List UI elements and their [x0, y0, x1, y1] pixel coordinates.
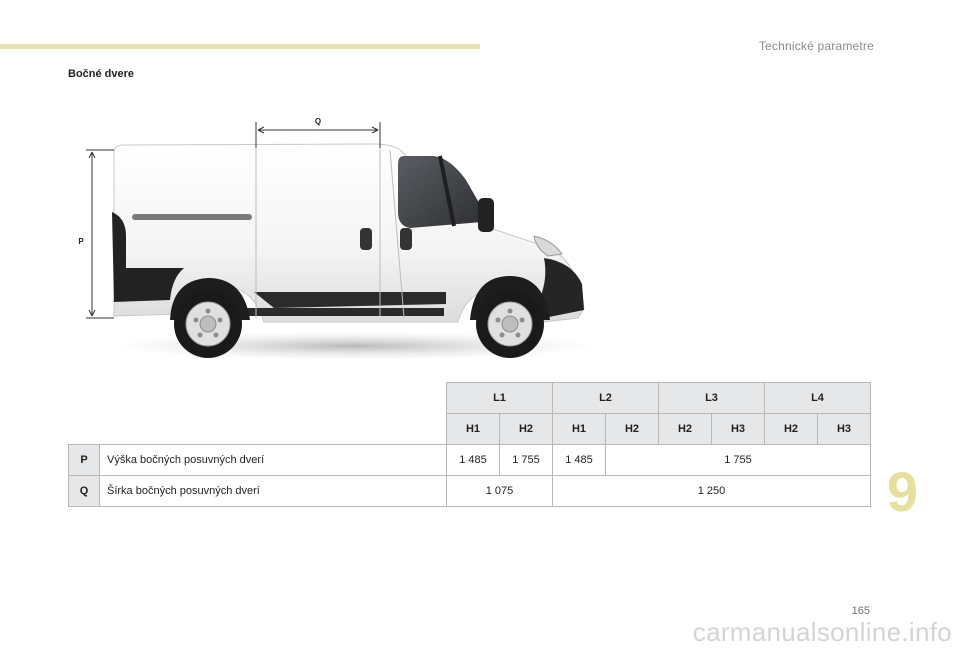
chapter-number: 9	[886, 460, 918, 523]
row-description: Výška bočných posuvných dverí	[100, 445, 447, 476]
watermark: carmanualsonline.info	[692, 617, 952, 647]
dimension-q-label: Q	[314, 117, 322, 126]
length-header-l2: L2	[553, 383, 659, 414]
height-header: H1	[553, 414, 606, 445]
sliding-door-rail	[132, 214, 252, 220]
empty-header-cell	[69, 414, 447, 445]
height-header: H2	[765, 414, 818, 445]
height-header: H2	[606, 414, 659, 445]
length-header-row	[69, 383, 871, 414]
row-value: 1 485	[553, 445, 606, 476]
height-header-row	[69, 414, 871, 445]
row-value: 1 250	[553, 476, 871, 507]
rear-wheel	[174, 290, 242, 358]
length-header-l3: L3	[659, 383, 765, 414]
section-title: Bočné dvere	[68, 68, 135, 80]
row-value: 1 755	[606, 445, 871, 476]
page-number: 165	[851, 605, 870, 617]
row-value: 1 075	[447, 476, 553, 507]
row-value: 1 485	[447, 445, 500, 476]
height-header: H3	[712, 414, 765, 445]
dimension-p	[86, 150, 114, 318]
table-row-q	[69, 476, 871, 507]
front-wheel	[476, 290, 544, 358]
cab-door-handle	[400, 228, 412, 250]
door-dimensions-table	[68, 382, 871, 507]
height-header: H2	[500, 414, 553, 445]
empty-header-cell	[69, 383, 447, 414]
row-value: 1 755	[500, 445, 553, 476]
dimension-p-label: P	[78, 237, 84, 246]
row-description: Šírka bočných posuvných dverí	[100, 476, 447, 507]
height-header: H2	[659, 414, 712, 445]
table-row-p	[69, 445, 871, 476]
row-code: Q	[69, 476, 100, 507]
length-header-l1: L1	[447, 383, 553, 414]
height-header: H3	[818, 414, 871, 445]
height-header: H1	[447, 414, 500, 445]
side-mirror	[478, 198, 494, 232]
running-title: Technické parametre	[758, 39, 874, 53]
van-side-illustration	[74, 108, 604, 368]
sliding-door-handle	[360, 228, 372, 250]
cab-window	[398, 156, 482, 228]
header-rule	[0, 44, 480, 49]
row-code: P	[69, 445, 100, 476]
length-header-l4: L4	[765, 383, 871, 414]
